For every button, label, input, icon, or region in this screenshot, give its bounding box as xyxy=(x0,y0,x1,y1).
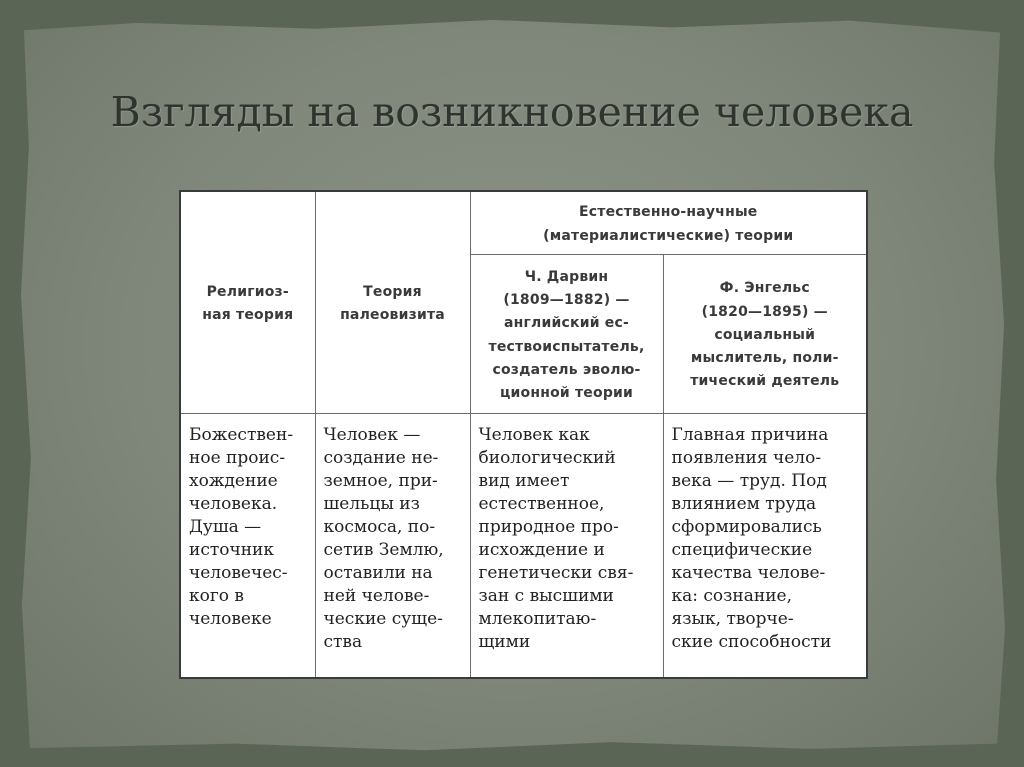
header-natural-science-group: Естественно-научные (материалистические) теории xyxy=(543,204,794,244)
header-religious-cell xyxy=(180,191,315,413)
slide-title: Взгляды на возникновение человека xyxy=(110,88,914,136)
body-religious-cell xyxy=(180,413,315,678)
human-origin-views-table xyxy=(179,190,868,679)
body-row xyxy=(180,413,867,678)
body-engels-cell xyxy=(663,413,867,678)
header-religious: Религиоз- ная теория xyxy=(202,283,294,324)
header-darwin-cell xyxy=(470,254,663,413)
body-paleovisit-cell xyxy=(315,413,470,678)
body-engels: Главная причина появления чело- века — труд. Под влиянием труда сформировались специфические качества челове- ка: сознание, язык, творче- ские способности xyxy=(671,424,832,653)
header-paleovisit-cell xyxy=(315,191,470,413)
body-religious: Божествен- ное проис- хождение человека. Душа — источник человечес- кого в человеке xyxy=(189,424,294,630)
header-engels-cell xyxy=(663,254,867,413)
body-paleovisit: Человек — создание не- земное, при- шельцы из космоса, по- сетив Землю, оставили на ней челове- ческие суще- ства xyxy=(323,424,444,653)
header-darwin: Ч. Дарвин (1809—1882) — английский ес- тествоиспытатель, создатель эволю- ционной теории xyxy=(488,268,645,402)
body-darwin-cell xyxy=(470,413,663,678)
body-darwin: Человек как биологический вид имеет естественное, природное про- исхождение и генетически свя- зан с высшими млекопитаю- щими xyxy=(478,424,634,653)
header-row-top xyxy=(180,191,867,254)
header-engels: Ф. Энгельс (1820—1895) — социальный мыслитель, поли- тический деятель xyxy=(690,280,840,390)
header-paleovisit: Теория палеовизита xyxy=(340,283,445,324)
header-natural-science-cell xyxy=(470,191,867,254)
